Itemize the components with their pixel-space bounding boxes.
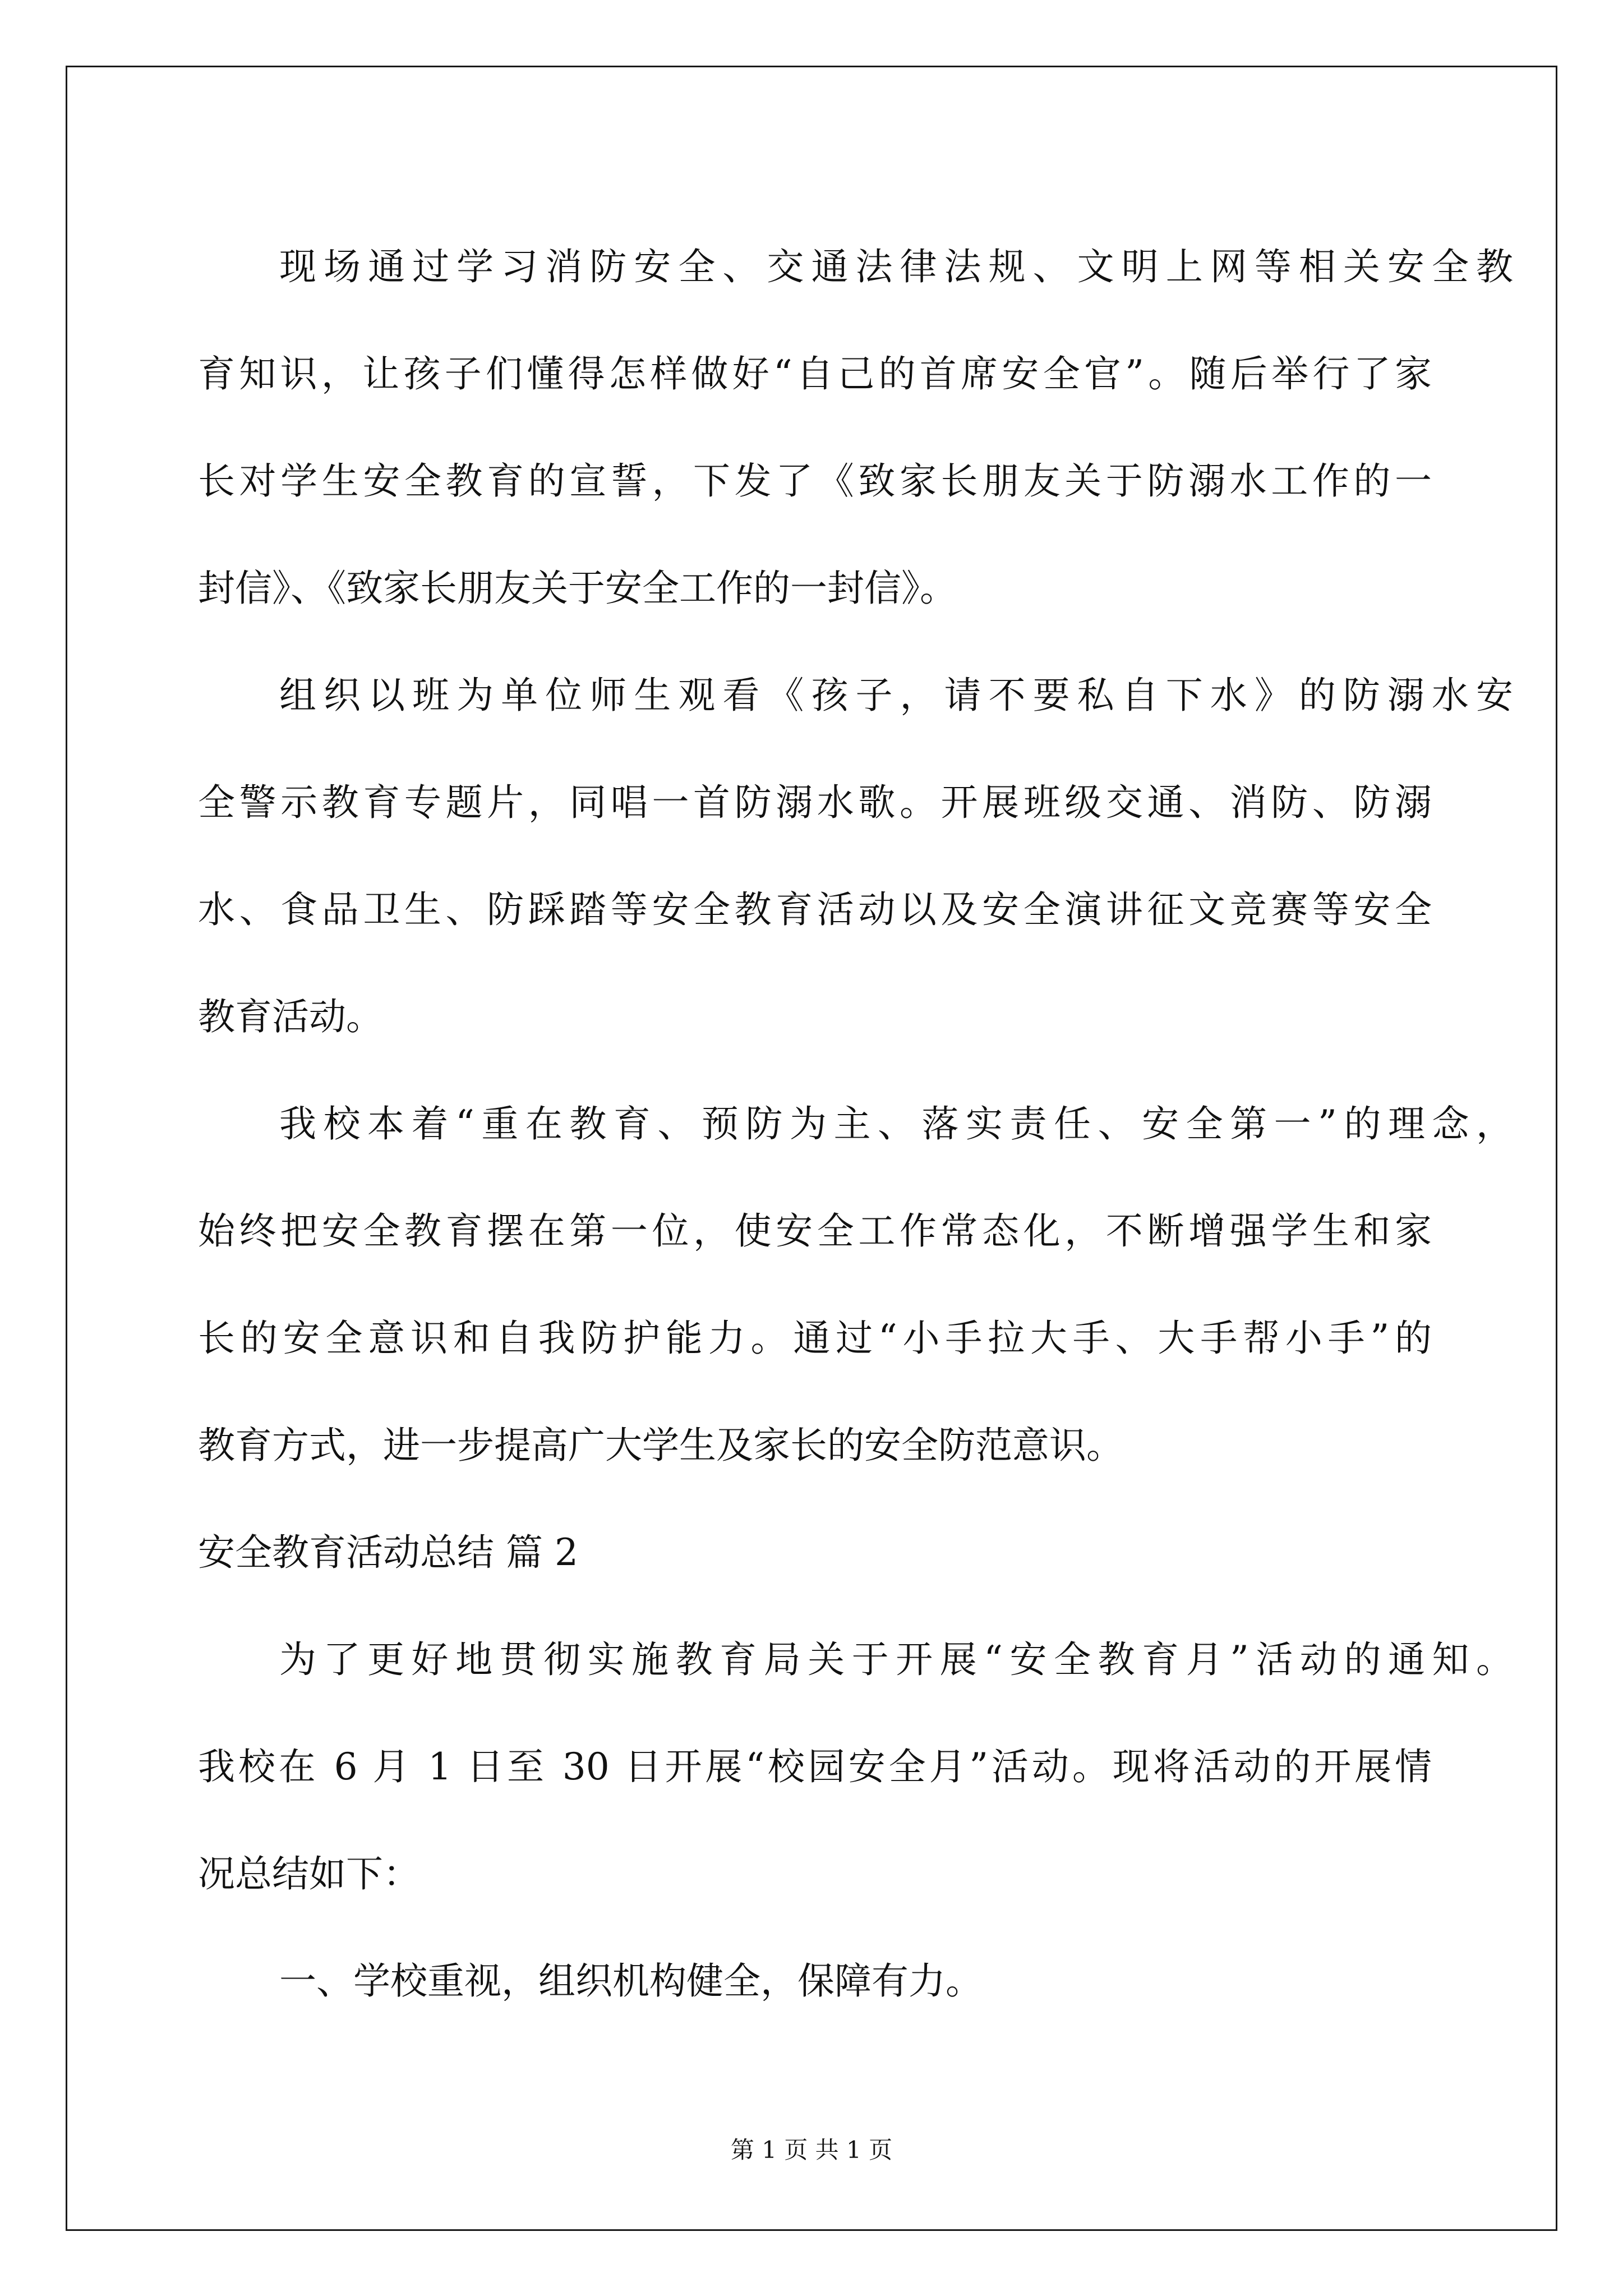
paragraph-line: 封信》、《致家长朋友关于安全工作的一封信》。 — [198, 567, 957, 610]
paragraph-line: 现场通过学习消防安全、交通法律法规、文明上网等相关安全教 — [279, 245, 1513, 288]
paragraph-line: 长的安全意识和自我防护能力。通过“小手拉大手、大手帮小手”的 — [198, 1317, 1432, 1360]
paragraph-line: 全警示教育专题片，同唱一首防溺水歌。开展班级交通、消防、防溺 — [198, 781, 1432, 824]
paragraph-line: 一、学校重视，组织机构健全，保障有力。 — [279, 1959, 983, 2003]
document-body — [198, 213, 1513, 2035]
paragraph-line: 我校在 6 月 1 日至 30 日开展“校园安全月”活动。现将活动的开展情 — [198, 1745, 1432, 1788]
paragraph-line: 为了更好地贯彻实施教育局关于开展“安全教育月”活动的通知。 — [279, 1638, 1513, 1681]
paragraph-line: 况总结如下： — [198, 1852, 420, 1895]
paragraph-line: 育知识，让孩子们懂得怎样做好“自己的首席安全官”。随后举行了家 — [198, 352, 1432, 395]
paragraph-line: 我校本着“重在教育、预防为主、落实责任、安全第一”的理念， — [279, 1102, 1513, 1145]
paragraph-line: 组织以班为单位师生观看《孩子，请不要私自下水》的防溺水安 — [279, 674, 1513, 717]
paragraph-line: 始终把安全教育摆在第一位，使安全工作常态化，不断增强学生和家 — [198, 1209, 1432, 1253]
paragraph-line: 长对学生安全教育的宣誓，下发了《致家长朋友关于防溺水工作的一 — [198, 459, 1432, 503]
page-footer: 第 1 页 共 1 页 — [730, 2136, 893, 2164]
paragraph-line: 教育方式，进一步提高广大学生及家长的安全防范意识。 — [198, 1424, 1123, 1467]
paragraph-line: 教育活动。 — [198, 995, 383, 1038]
paragraph-line: 水、食品卫生、防踩踏等安全教育活动以及安全演讲征文竞赛等安全 — [198, 888, 1432, 931]
section-heading: 安全教育活动总结 篇 2 — [198, 1531, 578, 1574]
